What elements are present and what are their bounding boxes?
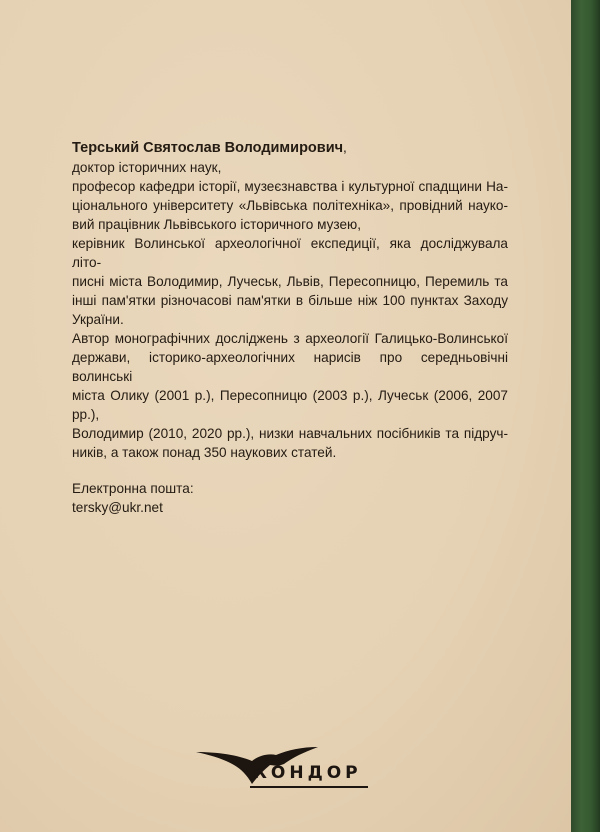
bio-line: професор кафедри історії, музеєзнавства і культурної спадщини На- bbox=[72, 179, 508, 194]
bio-line: держави, історико-археологічних нарисів про середньовічні волинські bbox=[72, 350, 508, 384]
author-name-suffix: , bbox=[343, 140, 347, 155]
bio-line: вий працівник Львівського історичного музею, bbox=[72, 217, 362, 232]
bio-line: керівник Волинської археологічної експедиції, яка досліджувала літо- bbox=[72, 236, 508, 270]
bio-line: Володимир (2010, 2020 рр.), низки навчальних посібників та підруч- bbox=[72, 426, 508, 441]
bio-line: міста Олику (2001 р.), Пересопницю (2003 р.), Лучеськ (2006, 2007 рр.), bbox=[72, 388, 508, 422]
author-name: Терський Святослав Володимирович bbox=[72, 140, 344, 156]
bio-line: Автор монографічних досліджень з археології Галицько-Волинської bbox=[72, 331, 508, 346]
email-label: Електронна пошта: bbox=[72, 481, 194, 496]
book-spine bbox=[571, 0, 600, 832]
spacer bbox=[72, 462, 508, 479]
bio-line: ників, а також понад 350 наукових статей. bbox=[72, 445, 337, 460]
bio-line: України. bbox=[72, 312, 124, 327]
publisher-name: КОНДОР bbox=[253, 763, 362, 783]
bio-line: інші пам'ятки різночасові пам'ятки в більше ніж 100 пунктах Заходу bbox=[72, 293, 508, 308]
bio-line: ціонального університету «Львівська політехніка», провідний науко- bbox=[72, 198, 508, 213]
author-name-line bbox=[72, 138, 508, 158]
bio-line: писні міста Володимир, Лучеськ, Львів, Пересопницю, Перемиль та bbox=[72, 274, 508, 289]
bio-line: доктор історичних наук, bbox=[72, 160, 222, 175]
author-bio bbox=[72, 138, 508, 517]
publisher-logo bbox=[190, 744, 380, 794]
email-address: tersky@ukr.net bbox=[72, 500, 163, 515]
